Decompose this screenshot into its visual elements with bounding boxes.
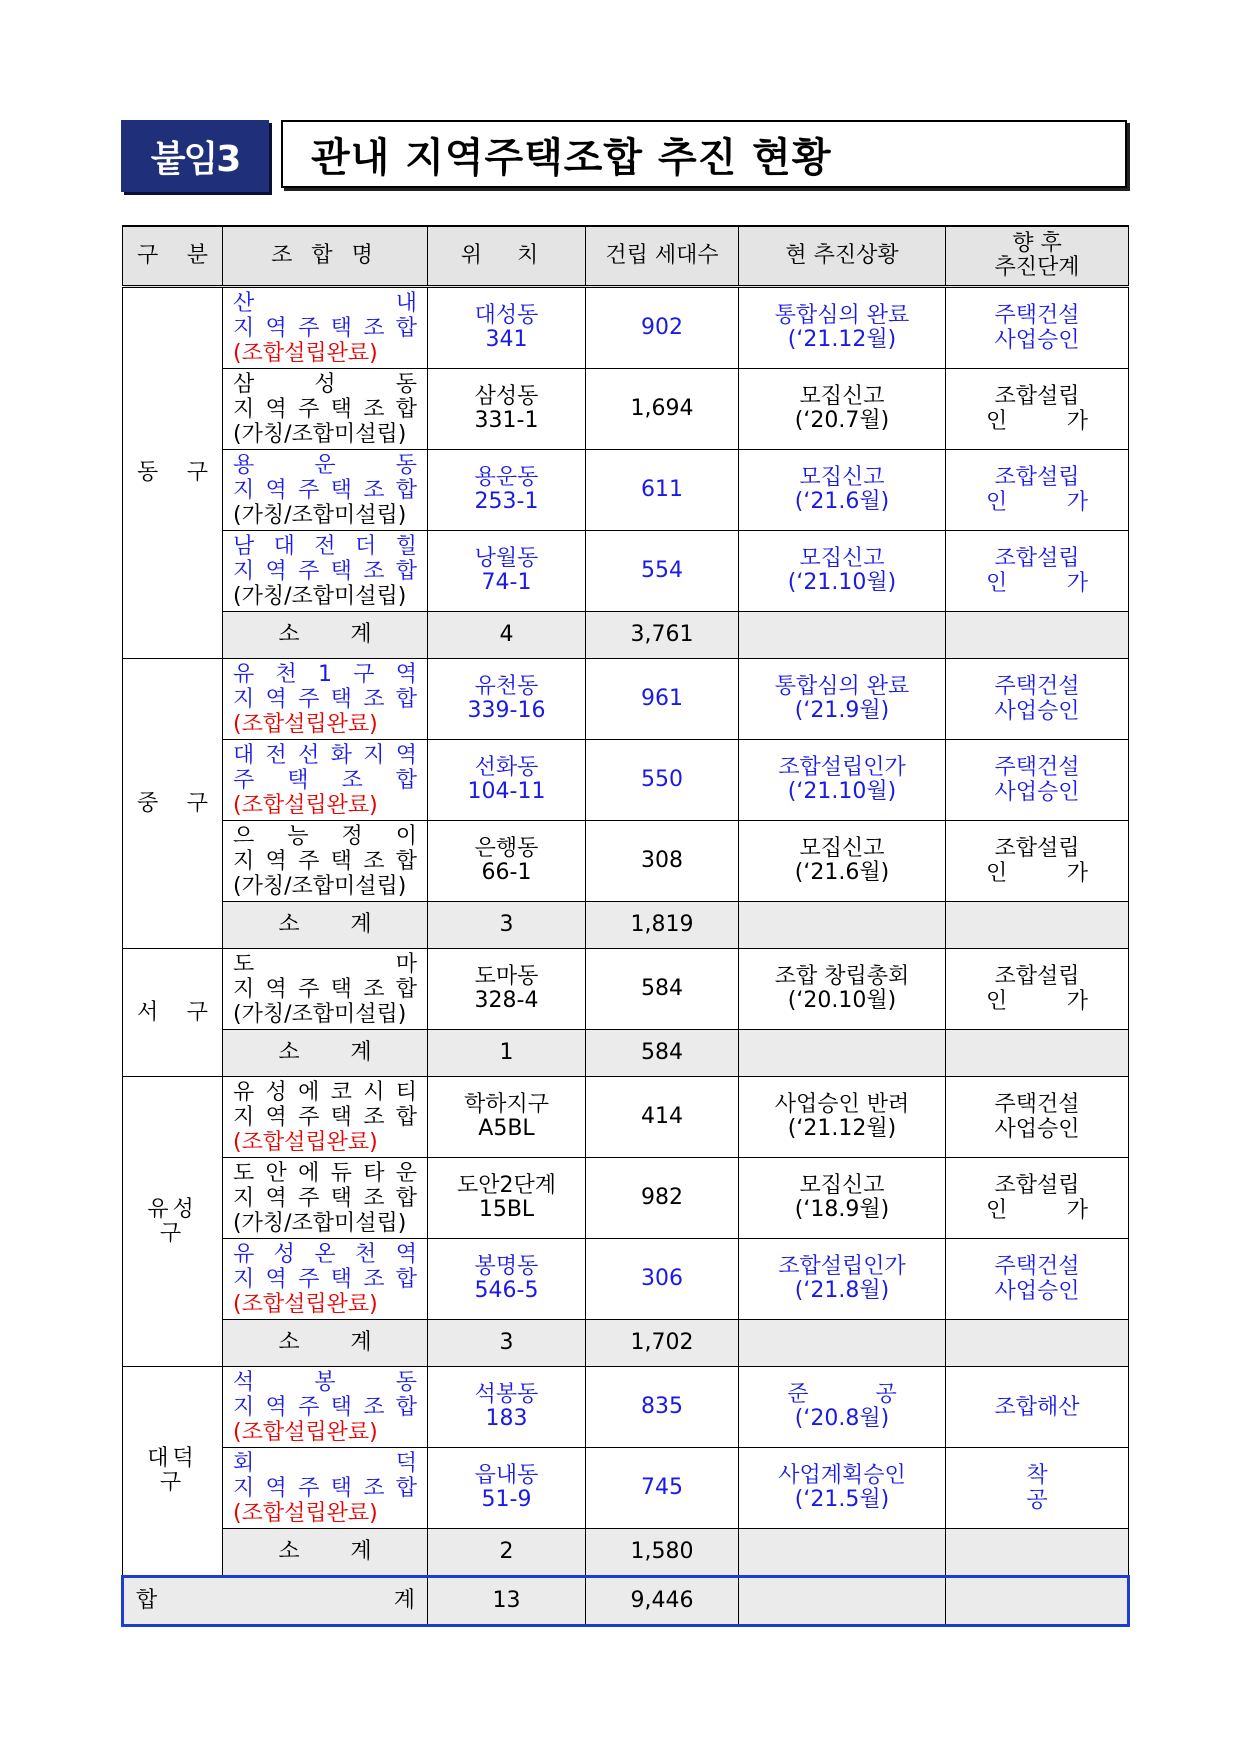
next-stage-cell	[946, 949, 1129, 1030]
district-name-part: 동	[137, 460, 159, 485]
union-name-line1: 삼 성 동	[233, 371, 417, 397]
table-row	[123, 531, 1129, 612]
col-header-next-line1: 향 후	[1012, 231, 1062, 256]
next-stage-line1: 주택건설	[994, 1092, 1080, 1117]
subtotal-empty-next	[946, 902, 1129, 949]
union-name-cell	[223, 531, 428, 612]
next-stage-line2: 사업승인	[994, 1117, 1080, 1142]
total-label-left: 합	[136, 1588, 158, 1613]
location-lot: 546-5	[474, 1278, 539, 1303]
subtotal-empty-next	[946, 1030, 1129, 1077]
status-text: 모집신고	[799, 384, 885, 409]
location-lot: 341	[485, 327, 528, 352]
location-cell	[428, 531, 586, 612]
next-stage-line1: 주택건설	[994, 755, 1080, 780]
union-name-line1: 도 안 에 듀 타 운	[233, 1160, 417, 1186]
status-date: (‘21.10월)	[787, 570, 897, 595]
next-stage-line1: 조합설립	[994, 546, 1080, 571]
union-name-cell	[223, 1077, 428, 1158]
union-name-cell	[223, 450, 428, 531]
status-cell	[739, 949, 946, 1030]
subtotal-label-char: 소	[278, 622, 300, 647]
households-cell: 835	[586, 1367, 739, 1448]
location-lot: 328-4	[474, 988, 539, 1013]
next-stage-cell	[946, 1158, 1129, 1239]
next-stage-cell	[946, 1448, 1129, 1529]
col-header-location: 위 치	[428, 226, 586, 287]
next-stage-char: 가	[1066, 989, 1088, 1014]
subtotal-row	[123, 1030, 1129, 1077]
status-text: 준 공	[787, 1382, 927, 1407]
next-stage-line2	[946, 409, 1128, 434]
subtotal-count: 4	[428, 612, 586, 659]
total-label-right: 계	[393, 1588, 415, 1613]
status-text: 사업계획승인	[778, 1463, 906, 1488]
union-status-note: (가칭/조합미설립)	[233, 1210, 407, 1236]
table-row	[123, 659, 1129, 740]
col-header-households: 건립 세대수	[586, 226, 739, 287]
subtotal-count: 2	[428, 1529, 586, 1577]
location-lot: 104-11	[467, 779, 546, 804]
district-name: 유성구	[147, 1196, 198, 1246]
subtotal-households: 584	[586, 1030, 739, 1077]
status-date: (‘21.5월)	[794, 1487, 890, 1512]
next-stage-line1: 조합해산	[994, 1394, 1080, 1420]
next-stage-line2: 사업승인	[994, 780, 1080, 805]
union-status-note: (조합설립완료)	[233, 1129, 378, 1155]
union-name-cell	[223, 1158, 428, 1239]
next-stage-cell	[946, 531, 1129, 612]
status-date: (‘21.10월)	[787, 779, 897, 804]
union-name-cell	[223, 1239, 428, 1320]
next-stage-char: 인	[986, 571, 1008, 596]
next-stage-line1: 주택건설	[994, 674, 1080, 699]
status-cell	[739, 369, 946, 450]
next-stage-line1: 조합설립	[994, 1173, 1080, 1198]
status-cell	[739, 1239, 946, 1320]
union-name-line2: 지 역 주 택 조 합	[233, 1185, 417, 1211]
location-dong: 석봉동	[474, 1382, 539, 1407]
status-cell	[739, 450, 946, 531]
next-stage-char: 인	[986, 409, 1008, 434]
subtotal-count: 3	[428, 1320, 586, 1367]
location-cell	[428, 740, 586, 821]
union-name-line1: 석 봉 동	[233, 1369, 417, 1395]
next-stage-char: 가	[1066, 409, 1088, 434]
location-lot: 253-1	[474, 489, 539, 514]
district-name-part: 구	[186, 999, 208, 1025]
location-cell	[428, 1158, 586, 1239]
union-name-line1: 회 덕	[233, 1450, 417, 1476]
next-stage-cell	[946, 1239, 1129, 1320]
union-name-line2: 주 택 조 합	[233, 767, 417, 793]
table-row	[123, 1367, 1129, 1448]
location-cell	[428, 821, 586, 902]
next-stage-char: 인	[986, 989, 1008, 1014]
location-dong: 유천동	[474, 674, 539, 699]
union-name-cell	[223, 369, 428, 450]
union-status-note: (가칭/조합미설립)	[233, 502, 407, 528]
subtotal-label-char: 소	[278, 912, 300, 937]
union-name-line2: 지 역 주 택 조 합	[233, 1266, 417, 1292]
union-name-line1: 용 운 동	[233, 452, 417, 478]
subtotal-row	[123, 902, 1129, 949]
subtotal-empty-status	[739, 1529, 946, 1577]
next-stage-cell	[946, 450, 1129, 531]
table-row	[123, 369, 1129, 450]
col-header-name: 조 합 명	[223, 226, 428, 287]
subtotal-households: 1,702	[586, 1320, 739, 1367]
union-name-line2: 지 역 주 택 조 합	[233, 558, 417, 584]
next-stage-char: 인	[986, 861, 1008, 886]
location-lot: 74-1	[481, 570, 532, 595]
union-name-line2: 지 역 주 택 조 합	[233, 315, 417, 341]
status-date: (‘21.8월)	[794, 1278, 890, 1303]
location-dong: 도마동	[474, 964, 539, 989]
status-text: 조합설립인가	[778, 755, 906, 780]
district-cell	[123, 287, 223, 659]
subtotal-label	[223, 612, 428, 659]
households-cell: 308	[586, 821, 739, 902]
subtotal-label-char: 소	[278, 1040, 300, 1065]
location-lot: 339-16	[467, 698, 546, 723]
status-text: 모집신고	[799, 465, 885, 490]
households-cell: 961	[586, 659, 739, 740]
location-dong: 낭월동	[474, 546, 539, 571]
status-date: (‘20.8월)	[794, 1406, 890, 1431]
status-date: (‘21.6월)	[794, 860, 890, 885]
union-name-cell	[223, 1448, 428, 1529]
union-name-line1: 유 성 에 코 시 티	[233, 1079, 417, 1105]
col-header-gubun: 구 분	[123, 226, 223, 287]
union-name-line1: 남 대 전 더 힐	[233, 533, 417, 559]
next-stage-cell	[946, 1077, 1129, 1158]
table-header-row	[123, 226, 1129, 287]
status-cell	[739, 1077, 946, 1158]
status-date: (‘20.7월)	[794, 408, 890, 433]
subtotal-count: 3	[428, 902, 586, 949]
next-stage-char: 가	[1066, 861, 1088, 886]
status-date: (‘21.9월)	[794, 698, 890, 723]
union-name-cell	[223, 659, 428, 740]
next-stage-line1: 조합설립	[994, 465, 1080, 490]
subtotal-empty-next	[946, 1529, 1129, 1577]
union-status-note: (조합설립완료)	[233, 1500, 378, 1526]
union-name-cell	[223, 821, 428, 902]
status-text: 조합설립인가	[778, 1254, 906, 1279]
table-row	[123, 1239, 1129, 1320]
next-stage-line1: 착 공	[1026, 1463, 1088, 1513]
location-lot: 15BL	[478, 1197, 535, 1222]
district-name-part: 구	[186, 790, 208, 816]
subtotal-empty-next	[946, 612, 1129, 659]
next-stage-char: 가	[1066, 571, 1088, 596]
households-cell: 550	[586, 740, 739, 821]
status-cell	[739, 287, 946, 369]
union-status-note: (가칭/조합미설립)	[233, 1001, 407, 1027]
next-stage-cell	[946, 369, 1129, 450]
subtotal-label	[223, 902, 428, 949]
status-text: 조합 창립총회	[774, 964, 910, 989]
status-date: (‘18.9월)	[794, 1197, 890, 1222]
next-stage-char: 가	[1066, 1198, 1088, 1223]
next-stage-line2: 사업승인	[994, 1279, 1080, 1304]
union-name-line1: 도 마	[233, 951, 417, 977]
status-cell	[739, 659, 946, 740]
subtotal-households: 1,580	[586, 1529, 739, 1577]
next-stage-line1: 주택건설	[994, 1254, 1080, 1279]
location-dong: 선화동	[474, 755, 539, 780]
union-status-note: (조합설립완료)	[233, 1419, 378, 1445]
next-stage-char: 인	[986, 490, 1008, 515]
table-row	[123, 1158, 1129, 1239]
subtotal-empty-status	[739, 1030, 946, 1077]
union-name-cell	[223, 1367, 428, 1448]
union-name-cell	[223, 949, 428, 1030]
location-cell	[428, 1077, 586, 1158]
location-cell	[428, 1239, 586, 1320]
next-stage-cell	[946, 740, 1129, 821]
col-header-next	[946, 226, 1129, 287]
next-stage-char: 가	[1066, 490, 1088, 515]
households-cell: 1,694	[586, 369, 739, 450]
subtotal-label	[223, 1030, 428, 1077]
subtotal-label-char: 계	[350, 1040, 372, 1065]
grand-total-row	[123, 1577, 1129, 1626]
subtotal-row	[123, 612, 1129, 659]
status-text: 모집신고	[799, 836, 885, 861]
union-name-line1: 대 전 선 화 지 역	[233, 742, 417, 768]
union-status-note: (가칭/조합미설립)	[233, 583, 407, 609]
union-name-line2: 지 역 주 택 조 합	[233, 1475, 417, 1501]
document-header	[121, 120, 1127, 192]
table-row	[123, 949, 1129, 1030]
table-row	[123, 740, 1129, 821]
union-name-cell	[223, 287, 428, 369]
location-dong: 삼성동	[474, 384, 539, 409]
households-cell: 584	[586, 949, 739, 1030]
next-stage-line2	[946, 1198, 1128, 1223]
district-cell	[123, 1367, 223, 1577]
union-name-line2: 지 역 주 택 조 합	[233, 686, 417, 712]
subtotal-label-char: 계	[350, 912, 372, 937]
status-text: 모집신고	[799, 1173, 885, 1198]
next-stage-line2: 사업승인	[994, 328, 1080, 353]
table-row	[123, 1448, 1129, 1529]
district-cell	[123, 1077, 223, 1367]
col-header-next-line2: 추진단계	[994, 255, 1080, 280]
subtotal-count: 1	[428, 1030, 586, 1077]
union-name-line2: 지 역 주 택 조 합	[233, 1104, 417, 1130]
grand-total-empty-status	[739, 1577, 946, 1626]
next-stage-line1: 조합설립	[994, 964, 1080, 989]
subtotal-label-char: 계	[350, 622, 372, 647]
households-cell: 306	[586, 1239, 739, 1320]
district-name-part: 중	[137, 790, 159, 816]
status-cell	[739, 1448, 946, 1529]
location-cell	[428, 659, 586, 740]
grand-total-label	[123, 1577, 428, 1626]
district-name-part: 구	[186, 460, 208, 485]
location-dong: 대성동	[474, 303, 539, 328]
status-date: (‘21.12월)	[787, 1116, 897, 1141]
union-name-line2: 지 역 주 택 조 합	[233, 477, 417, 503]
status-cell	[739, 821, 946, 902]
district-name: 대덕구	[147, 1446, 198, 1495]
table-row	[123, 287, 1129, 369]
status-text: 통합심의 완료	[774, 674, 910, 699]
location-cell	[428, 287, 586, 369]
location-dong: 읍내동	[474, 1463, 539, 1488]
next-stage-cell	[946, 659, 1129, 740]
next-stage-line1: 주택건설	[994, 303, 1080, 328]
subtotal-empty-status	[739, 902, 946, 949]
subtotal-label	[223, 1320, 428, 1367]
status-text: 통합심의 완료	[774, 303, 910, 328]
page-title: 관내 지역주택조합 추진 현황	[281, 120, 1127, 188]
next-stage-cell	[946, 821, 1129, 902]
households-cell: 611	[586, 450, 739, 531]
location-cell	[428, 369, 586, 450]
table-row	[123, 450, 1129, 531]
next-stage-cell	[946, 287, 1129, 369]
location-lot: A5BL	[478, 1116, 535, 1141]
location-dong: 도안2단계	[456, 1173, 556, 1198]
grand-total-empty-next	[946, 1577, 1129, 1626]
next-stage-line2: 사업승인	[994, 699, 1080, 724]
next-stage-line2	[946, 861, 1128, 886]
location-lot: 183	[485, 1406, 528, 1431]
status-date: (‘21.12월)	[787, 327, 897, 352]
next-stage-cell	[946, 1367, 1129, 1448]
status-cell	[739, 1158, 946, 1239]
next-stage-line1: 조합설립	[994, 836, 1080, 861]
union-name-line1: 유 성 온 천 역	[233, 1241, 417, 1267]
housing-union-table	[121, 225, 1130, 1627]
subtotal-label-char: 소	[278, 1330, 300, 1355]
union-name-line1: 유 천 1 구 역	[233, 661, 417, 687]
location-cell	[428, 450, 586, 531]
district-name-part: 서	[137, 999, 159, 1025]
table-row	[123, 1077, 1129, 1158]
union-status-note: (조합설립완료)	[233, 340, 378, 366]
status-cell	[739, 531, 946, 612]
location-dong: 은행동	[474, 836, 539, 861]
subtotal-label-char: 계	[350, 1539, 372, 1564]
status-text: 사업승인 반려	[774, 1092, 910, 1117]
union-name-line2: 지 역 주 택 조 합	[233, 976, 417, 1002]
union-name-line2: 지 역 주 택 조 합	[233, 848, 417, 874]
status-cell	[739, 1367, 946, 1448]
union-status-note: (조합설립완료)	[233, 1291, 378, 1317]
subtotal-empty-status	[739, 612, 946, 659]
union-name-cell	[223, 740, 428, 821]
next-stage-line2	[946, 989, 1128, 1014]
union-status-note: (가칭/조합미설립)	[233, 873, 407, 899]
location-lot: 66-1	[481, 860, 532, 885]
attachment-badge: 붙임3	[121, 120, 269, 192]
grand-total-count: 13	[428, 1577, 586, 1626]
district-cell	[123, 949, 223, 1077]
table-row	[123, 821, 1129, 902]
subtotal-row	[123, 1320, 1129, 1367]
status-cell	[739, 740, 946, 821]
households-cell: 414	[586, 1077, 739, 1158]
grand-total-households: 9,446	[586, 1577, 739, 1626]
subtotal-label-char: 계	[350, 1330, 372, 1355]
subtotal-label	[223, 1529, 428, 1577]
subtotal-households: 1,819	[586, 902, 739, 949]
union-status-note: (조합설립완료)	[233, 792, 378, 818]
subtotal-label-char: 소	[278, 1539, 300, 1564]
location-cell	[428, 1367, 586, 1448]
households-cell: 554	[586, 531, 739, 612]
next-stage-line2	[946, 490, 1128, 515]
location-dong: 봉명동	[474, 1254, 539, 1279]
subtotal-households: 3,761	[586, 612, 739, 659]
union-status-note: (가칭/조합미설립)	[233, 421, 407, 447]
location-lot: 331-1	[474, 408, 539, 433]
subtotal-empty-status	[739, 1320, 946, 1367]
households-cell: 982	[586, 1158, 739, 1239]
status-date: (‘20.10월)	[787, 988, 897, 1013]
location-dong: 용운동	[474, 465, 539, 490]
next-stage-char: 인	[986, 1198, 1008, 1223]
status-date: (‘21.6월)	[794, 489, 890, 514]
district-cell	[123, 659, 223, 949]
status-text: 모집신고	[799, 546, 885, 571]
location-lot: 51-9	[481, 1487, 532, 1512]
location-dong: 학하지구	[463, 1092, 549, 1117]
union-name-line1: 산 내	[233, 290, 417, 316]
location-cell	[428, 1448, 586, 1529]
next-stage-line2	[946, 571, 1128, 596]
subtotal-empty-next	[946, 1320, 1129, 1367]
union-name-line2: 지 역 주 택 조 합	[233, 1394, 417, 1420]
households-cell: 745	[586, 1448, 739, 1529]
union-name-line1: 으 능 정 이	[233, 823, 417, 849]
households-cell: 902	[586, 287, 739, 369]
next-stage-line1: 조합설립	[994, 384, 1080, 409]
location-cell	[428, 949, 586, 1030]
union-name-line2: 지 역 주 택 조 합	[233, 396, 417, 422]
union-status-note: (조합설립완료)	[233, 711, 378, 737]
col-header-status: 현 추진상황	[739, 226, 946, 287]
subtotal-row	[123, 1529, 1129, 1577]
